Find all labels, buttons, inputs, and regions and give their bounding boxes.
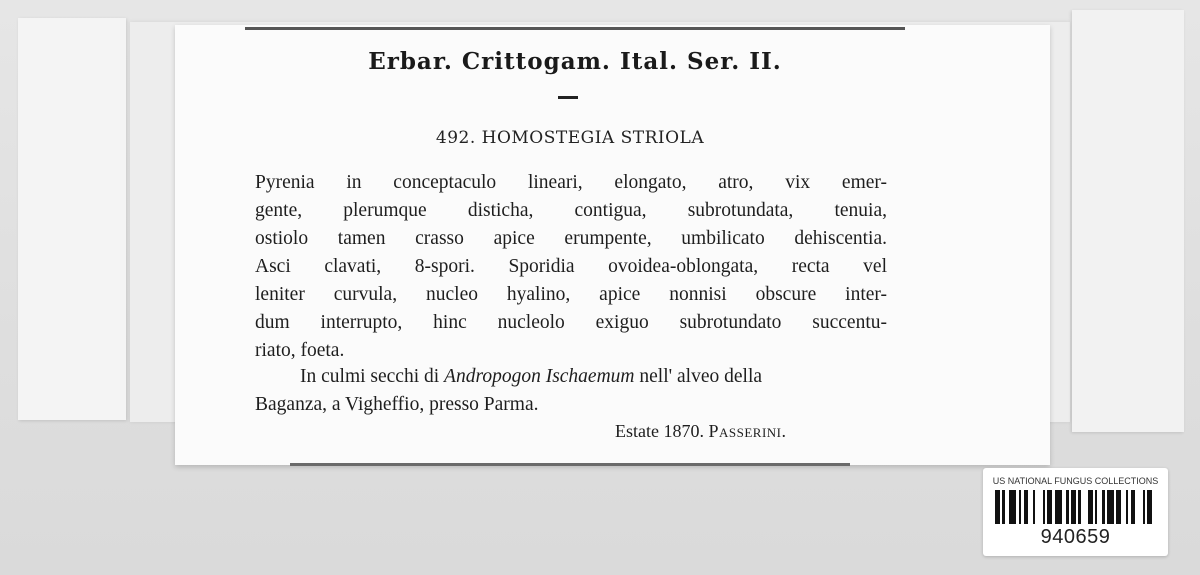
collection-date: Estate 1870. (615, 421, 704, 441)
description-line: Asci clavati, 8-spori. Sporidia ovoidea-oblongata, recta vel (255, 256, 887, 277)
header-dash (558, 96, 578, 99)
description-line: Pyrenia in conceptaculo lineari, elongato, atro, vix emer- (255, 172, 887, 193)
locality-line-1 (300, 366, 762, 388)
barcode-bar (1035, 490, 1042, 524)
barcode-label (983, 468, 1168, 556)
barcode-bar (1107, 490, 1114, 524)
description-line: riato, foeta. (255, 340, 345, 361)
host-plant-name: Andropogon Ischaemum (444, 366, 635, 387)
description-line: dum interrupto, hinc nucleolo exiguo subrotundato succentu- (255, 312, 887, 333)
barcode-bar (1081, 490, 1088, 524)
description-line: leniter curvula, nucleo hyalino, apice nonnisi obscure inter- (255, 284, 887, 305)
packet-flap-left (18, 18, 126, 420)
date-collector-line (615, 421, 787, 442)
barcode-graphic (995, 490, 1155, 524)
packet-flap-right (1072, 10, 1184, 432)
description-line: gente, plerumque disticha, contigua, subrotundata, tenuia, (255, 200, 887, 221)
description-line: ostiolo tamen crasso apice erumpente, umbilicato dehiscentia. (255, 228, 887, 249)
barcode-bar (1152, 490, 1154, 524)
locality-suffix: nell' alveo della (639, 366, 763, 387)
series-header: Erbar. Crittogam. Ital. Ser. II. (368, 48, 782, 75)
collector-name: Passerini. (708, 421, 787, 441)
barcode-number: 940659 (1040, 526, 1111, 548)
locality-prefix: In culmi secchi di (300, 366, 440, 387)
institution-name: US NATIONAL FUNGUS COLLECTIONS (992, 476, 1159, 486)
barcode-bar (1009, 490, 1016, 524)
barcode-bar (1135, 490, 1142, 524)
species-title: 492. HOMOSTEGIA STRIOLA (435, 128, 705, 148)
label-top-rule (245, 27, 905, 30)
locality-line-2: Baganza, a Vigheffio, presso Parma. (255, 394, 539, 415)
barcode-bar (1055, 490, 1062, 524)
label-bottom-rule (290, 463, 850, 466)
